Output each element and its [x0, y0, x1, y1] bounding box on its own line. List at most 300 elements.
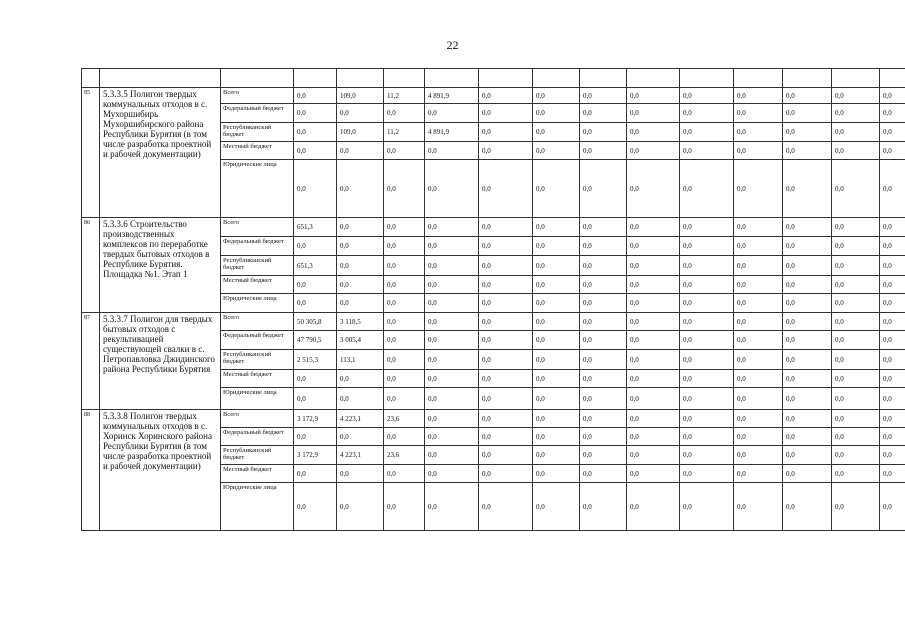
value-cell: 0,0	[832, 465, 880, 483]
empty-cell	[880, 69, 905, 88]
value-cell: 0,0	[337, 370, 384, 388]
funding-source: Юридические лица	[221, 160, 294, 218]
value-cell: 0,0	[627, 256, 680, 276]
empty-cell	[533, 69, 580, 88]
empty-cell	[294, 69, 337, 88]
value-cell: 0,0	[627, 331, 680, 350]
value-cell: 0,0	[425, 276, 479, 294]
value-cell: 0,0	[880, 483, 905, 531]
value-cell: 0,0	[627, 410, 680, 428]
funding-source: Федеральный бюджет	[221, 104, 294, 123]
value-cell: 0,0	[580, 410, 627, 428]
value-cell: 0,0	[627, 104, 680, 123]
value-cell: 0,0	[533, 446, 580, 465]
value-cell: 0,0	[627, 428, 680, 446]
value-cell: 0,0	[425, 410, 479, 428]
value-cell: 0,0	[832, 104, 880, 123]
value-cell: 0,0	[734, 237, 783, 256]
value-cell: 0,0	[627, 160, 680, 218]
value-cell: 0,0	[832, 410, 880, 428]
value-cell: 0,0	[337, 256, 384, 276]
value-cell: 0,0	[627, 88, 680, 104]
value-cell: 50 305,8	[294, 313, 337, 331]
value-cell: 0,0	[479, 276, 533, 294]
value-cell: 0,0	[627, 465, 680, 483]
value-cell: 0,0	[384, 294, 425, 313]
value-cell: 0,0	[880, 104, 905, 123]
value-cell: 0,0	[680, 123, 734, 142]
value-cell: 0,0	[533, 294, 580, 313]
value-cell: 4 223,1	[337, 410, 384, 428]
value-cell: 0,0	[580, 350, 627, 370]
value-cell: 0,0	[337, 160, 384, 218]
value-cell: 0,0	[337, 104, 384, 123]
value-cell: 0,0	[734, 410, 783, 428]
value-cell: 0,0	[832, 331, 880, 350]
value-cell: 0,0	[479, 446, 533, 465]
value-cell: 109,0	[337, 88, 384, 104]
value-cell: 0,0	[479, 294, 533, 313]
value-cell: 0,0	[384, 428, 425, 446]
funding-source: Всего	[221, 313, 294, 331]
value-cell: 0,0	[580, 428, 627, 446]
value-cell: 0,0	[734, 350, 783, 370]
value-cell: 0,0	[533, 483, 580, 531]
value-cell: 0,0	[880, 88, 905, 104]
value-cell: 0,0	[580, 370, 627, 388]
value-cell: 3 172,9	[294, 446, 337, 465]
value-cell: 0,0	[479, 428, 533, 446]
value-cell: 0,0	[580, 331, 627, 350]
value-cell: 0,0	[294, 276, 337, 294]
value-cell: 0,0	[580, 160, 627, 218]
value-cell: 0,0	[783, 142, 832, 160]
project-number: 88	[82, 410, 100, 531]
value-cell: 0,0	[580, 388, 627, 410]
value-cell: 11,2	[384, 88, 425, 104]
value-cell: 0,0	[384, 313, 425, 331]
value-cell: 0,0	[880, 370, 905, 388]
value-cell: 0,0	[832, 370, 880, 388]
value-cell: 0,0	[832, 142, 880, 160]
value-cell: 0,0	[783, 331, 832, 350]
project-name: 5.3.3.7 Полигон для твердых бытовых отходов с рекультивацией существующей свалки в с. Петропавловка Джидинского района Республики Бурятия	[100, 313, 221, 410]
value-cell: 0,0	[783, 410, 832, 428]
value-cell: 3 172,9	[294, 410, 337, 428]
empty-cell	[479, 69, 533, 88]
value-cell: 0,0	[880, 410, 905, 428]
value-cell: 0,0	[734, 104, 783, 123]
value-cell: 0,0	[783, 218, 832, 237]
value-cell: 0,0	[734, 370, 783, 388]
funding-source: Местный бюджет	[221, 142, 294, 160]
funding-source: Местный бюджет	[221, 276, 294, 294]
table-row	[82, 313, 905, 331]
empty-cell	[627, 69, 680, 88]
value-cell: 0,0	[580, 446, 627, 465]
value-cell: 0,0	[425, 446, 479, 465]
value-cell: 113,1	[337, 350, 384, 370]
empty-cell	[680, 69, 734, 88]
value-cell: 0,0	[580, 294, 627, 313]
value-cell: 23,6	[384, 446, 425, 465]
value-cell: 0,0	[627, 350, 680, 370]
value-cell: 0,0	[680, 446, 734, 465]
continuation-row	[82, 69, 905, 88]
value-cell: 0,0	[627, 446, 680, 465]
value-cell: 0,0	[627, 294, 680, 313]
value-cell: 0,0	[680, 465, 734, 483]
value-cell: 0,0	[425, 237, 479, 256]
value-cell: 47 790,5	[294, 331, 337, 350]
value-cell: 0,0	[479, 410, 533, 428]
value-cell: 3 118,5	[337, 313, 384, 331]
value-cell: 0,0	[479, 123, 533, 142]
funding-source: Республиканский бюджет	[221, 123, 294, 142]
value-cell: 0,0	[832, 218, 880, 237]
value-cell: 0,0	[734, 123, 783, 142]
value-cell: 0,0	[680, 388, 734, 410]
value-cell: 0,0	[783, 88, 832, 104]
value-cell: 0,0	[533, 428, 580, 446]
value-cell: 0,0	[734, 331, 783, 350]
value-cell: 0,0	[425, 428, 479, 446]
value-cell: 0,0	[880, 350, 905, 370]
value-cell: 0,0	[680, 218, 734, 237]
value-cell: 651,3	[294, 256, 337, 276]
value-cell: 0,0	[294, 123, 337, 142]
value-cell: 0,0	[783, 388, 832, 410]
value-cell: 0,0	[479, 465, 533, 483]
value-cell: 0,0	[337, 218, 384, 237]
value-cell: 0,0	[533, 350, 580, 370]
value-cell: 0,0	[832, 237, 880, 256]
value-cell: 0,0	[294, 88, 337, 104]
value-cell: 0,0	[294, 483, 337, 531]
value-cell: 0,0	[337, 294, 384, 313]
value-cell: 0,0	[533, 276, 580, 294]
funding-source: Федеральный бюджет	[221, 331, 294, 350]
value-cell: 0,0	[832, 294, 880, 313]
funding-source: Всего	[221, 218, 294, 237]
project-name: 5.3.3.8 Полигон твердых коммунальных отходов в с. Хоринск Хоринского района Республики Бурятия (в том числе разработка проектной и рабочей документации)	[100, 410, 221, 531]
value-cell: 0,0	[580, 88, 627, 104]
value-cell: 0,0	[384, 218, 425, 237]
value-cell: 0,0	[680, 483, 734, 531]
value-cell: 0,0	[734, 218, 783, 237]
empty-cell	[82, 69, 100, 88]
value-cell: 0,0	[294, 388, 337, 410]
value-cell: 0,0	[479, 218, 533, 237]
value-cell: 0,0	[479, 331, 533, 350]
value-cell: 0,0	[580, 256, 627, 276]
value-cell: 0,0	[680, 160, 734, 218]
value-cell: 0,0	[783, 313, 832, 331]
value-cell: 0,0	[783, 256, 832, 276]
value-cell: 0,0	[627, 218, 680, 237]
funding-source: Федеральный бюджет	[221, 428, 294, 446]
value-cell: 0,0	[783, 104, 832, 123]
value-cell: 0,0	[479, 104, 533, 123]
value-cell: 0,0	[734, 88, 783, 104]
value-cell: 0,0	[479, 256, 533, 276]
value-cell: 0,0	[734, 313, 783, 331]
value-cell: 0,0	[627, 237, 680, 256]
value-cell: 0,0	[680, 370, 734, 388]
empty-cell	[580, 69, 627, 88]
value-cell: 0,0	[533, 388, 580, 410]
value-cell: 0,0	[832, 88, 880, 104]
value-cell: 0,0	[627, 142, 680, 160]
value-cell: 0,0	[425, 256, 479, 276]
value-cell: 0,0	[533, 88, 580, 104]
value-cell: 0,0	[533, 331, 580, 350]
table-row	[82, 410, 905, 428]
value-cell: 0,0	[783, 160, 832, 218]
funding-table	[81, 68, 905, 531]
funding-source: Юридические лица	[221, 388, 294, 410]
value-cell: 0,0	[294, 465, 337, 483]
value-cell: 0,0	[832, 160, 880, 218]
value-cell: 0,0	[294, 428, 337, 446]
value-cell: 0,0	[783, 123, 832, 142]
value-cell: 0,0	[384, 276, 425, 294]
value-cell: 0,0	[384, 465, 425, 483]
value-cell: 0,0	[627, 388, 680, 410]
value-cell: 0,0	[680, 428, 734, 446]
project-number: 87	[82, 313, 100, 410]
value-cell: 0,0	[880, 446, 905, 465]
value-cell: 0,0	[425, 218, 479, 237]
value-cell: 0,0	[580, 142, 627, 160]
value-cell: 0,0	[533, 313, 580, 331]
value-cell: 0,0	[680, 256, 734, 276]
value-cell: 0,0	[337, 237, 384, 256]
page-number: 22	[446, 38, 459, 52]
value-cell: 0,0	[479, 370, 533, 388]
value-cell: 0,0	[384, 104, 425, 123]
funding-source: Местный бюджет	[221, 370, 294, 388]
value-cell: 109,0	[337, 123, 384, 142]
value-cell: 0,0	[533, 142, 580, 160]
value-cell: 0,0	[880, 218, 905, 237]
value-cell: 0,0	[880, 428, 905, 446]
value-cell: 0,0	[880, 256, 905, 276]
empty-cell	[337, 69, 384, 88]
value-cell: 0,0	[680, 104, 734, 123]
value-cell: 0,0	[384, 388, 425, 410]
table-row	[82, 88, 905, 104]
value-cell: 0,0	[783, 350, 832, 370]
value-cell: 0,0	[425, 142, 479, 160]
value-cell: 0,0	[384, 331, 425, 350]
value-cell: 0,0	[294, 294, 337, 313]
value-cell: 0,0	[337, 465, 384, 483]
value-cell: 0,0	[680, 350, 734, 370]
value-cell: 0,0	[425, 388, 479, 410]
value-cell: 0,0	[337, 428, 384, 446]
value-cell: 0,0	[533, 104, 580, 123]
value-cell: 0,0	[425, 350, 479, 370]
value-cell: 0,0	[384, 160, 425, 218]
value-cell: 0,0	[783, 428, 832, 446]
value-cell: 0,0	[294, 104, 337, 123]
value-cell: 0,0	[832, 350, 880, 370]
empty-cell	[734, 69, 783, 88]
value-cell: 0,0	[580, 465, 627, 483]
funding-source: Всего	[221, 410, 294, 428]
value-cell: 0,0	[580, 237, 627, 256]
value-cell: 0,0	[734, 388, 783, 410]
value-cell: 651,3	[294, 218, 337, 237]
value-cell: 0,0	[680, 294, 734, 313]
value-cell: 0,0	[294, 142, 337, 160]
value-cell: 0,0	[880, 160, 905, 218]
value-cell: 0,0	[533, 123, 580, 142]
value-cell: 0,0	[832, 483, 880, 531]
value-cell: 0,0	[425, 294, 479, 313]
funding-source: Юридические лица	[221, 294, 294, 313]
value-cell: 0,0	[337, 483, 384, 531]
value-cell: 0,0	[734, 446, 783, 465]
value-cell: 0,0	[580, 123, 627, 142]
value-cell: 0,0	[425, 370, 479, 388]
value-cell: 3 005,4	[337, 331, 384, 350]
value-cell: 0,0	[880, 237, 905, 256]
value-cell: 0,0	[425, 465, 479, 483]
value-cell: 0,0	[734, 483, 783, 531]
value-cell: 0,0	[627, 313, 680, 331]
value-cell: 0,0	[832, 123, 880, 142]
value-cell: 0,0	[479, 160, 533, 218]
value-cell: 0,0	[533, 465, 580, 483]
empty-cell	[221, 69, 294, 88]
value-cell: 0,0	[479, 388, 533, 410]
value-cell: 0,0	[533, 410, 580, 428]
value-cell: 0,0	[783, 237, 832, 256]
empty-cell	[100, 69, 221, 88]
value-cell: 0,0	[580, 104, 627, 123]
funding-source: Всего	[221, 88, 294, 104]
value-cell: 0,0	[680, 276, 734, 294]
value-cell: 0,0	[294, 237, 337, 256]
project-name: 5.3.3.6 Строительство производственных комплексов по переработке твердых бытовых отходов в Республике Бурятия. Площадка №1. Этап 1	[100, 218, 221, 313]
value-cell: 0,0	[832, 313, 880, 331]
value-cell: 0,0	[337, 142, 384, 160]
empty-cell	[783, 69, 832, 88]
value-cell: 0,0	[734, 160, 783, 218]
value-cell: 0,0	[580, 218, 627, 237]
value-cell: 0,0	[734, 465, 783, 483]
value-cell: 0,0	[479, 350, 533, 370]
value-cell: 0,0	[479, 313, 533, 331]
value-cell: 0,0	[680, 142, 734, 160]
value-cell: 4 223,1	[337, 446, 384, 465]
value-cell: 0,0	[627, 123, 680, 142]
funding-source: Юридические лица	[221, 483, 294, 531]
value-cell: 0,0	[627, 370, 680, 388]
value-cell: 0,0	[425, 160, 479, 218]
value-cell: 0,0	[880, 294, 905, 313]
value-cell: 0,0	[880, 123, 905, 142]
value-cell: 0,0	[533, 256, 580, 276]
value-cell: 0,0	[425, 483, 479, 531]
value-cell: 0,0	[580, 313, 627, 331]
funding-source: Республиканский бюджет	[221, 350, 294, 370]
value-cell: 0,0	[680, 331, 734, 350]
value-cell: 0,0	[832, 428, 880, 446]
value-cell: 0,0	[783, 483, 832, 531]
project-name: 5.3.3.5 Полигон твердых коммунальных отходов в с. Мухоршибирь Мухоршибирского района Республики Бурятия (в том числе разработка проектной и рабочей документации)	[100, 88, 221, 218]
value-cell: 0,0	[479, 483, 533, 531]
value-cell: 0,0	[880, 465, 905, 483]
empty-cell	[384, 69, 425, 88]
value-cell: 0,0	[384, 142, 425, 160]
value-cell: 0,0	[425, 104, 479, 123]
value-cell: 0,0	[734, 276, 783, 294]
value-cell: 0,0	[479, 237, 533, 256]
value-cell: 0,0	[384, 483, 425, 531]
value-cell: 0,0	[832, 276, 880, 294]
value-cell: 0,0	[533, 160, 580, 218]
value-cell: 0,0	[680, 313, 734, 331]
value-cell: 0,0	[533, 237, 580, 256]
project-number: 85	[82, 88, 100, 218]
empty-cell	[425, 69, 479, 88]
value-cell: 0,0	[384, 237, 425, 256]
value-cell: 0,0	[734, 142, 783, 160]
value-cell: 0,0	[734, 428, 783, 446]
value-cell: 0,0	[832, 256, 880, 276]
funding-source: Местный бюджет	[221, 465, 294, 483]
value-cell: 0,0	[294, 370, 337, 388]
value-cell: 0,0	[580, 276, 627, 294]
value-cell: 0,0	[832, 446, 880, 465]
table-row	[82, 218, 905, 237]
value-cell: 0,0	[680, 410, 734, 428]
value-cell: 0,0	[783, 370, 832, 388]
value-cell: 0,0	[425, 313, 479, 331]
value-cell: 0,0	[880, 313, 905, 331]
value-cell: 0,0	[880, 142, 905, 160]
value-cell: 23,6	[384, 410, 425, 428]
value-cell: 0,0	[783, 276, 832, 294]
value-cell: 0,0	[580, 483, 627, 531]
empty-cell	[832, 69, 880, 88]
value-cell: 0,0	[533, 370, 580, 388]
value-cell: 0,0	[880, 276, 905, 294]
value-cell: 0,0	[627, 483, 680, 531]
value-cell: 0,0	[734, 256, 783, 276]
value-cell: 0,0	[783, 294, 832, 313]
funding-source: Республиканский бюджет	[221, 446, 294, 465]
value-cell: 0,0	[425, 331, 479, 350]
value-cell: 0,0	[294, 160, 337, 218]
value-cell: 0,0	[627, 276, 680, 294]
value-cell: 0,0	[337, 388, 384, 410]
funding-source: Республиканский бюджет	[221, 256, 294, 276]
value-cell: 0,0	[533, 218, 580, 237]
value-cell: 0,0	[479, 142, 533, 160]
value-cell: 0,0	[783, 465, 832, 483]
value-cell: 0,0	[384, 350, 425, 370]
project-number: 86	[82, 218, 100, 313]
value-cell: 0,0	[880, 388, 905, 410]
funding-source: Федеральный бюджет	[221, 237, 294, 256]
value-cell: 4 891,9	[425, 88, 479, 104]
value-cell: 2 515,3	[294, 350, 337, 370]
value-cell: 0,0	[880, 331, 905, 350]
